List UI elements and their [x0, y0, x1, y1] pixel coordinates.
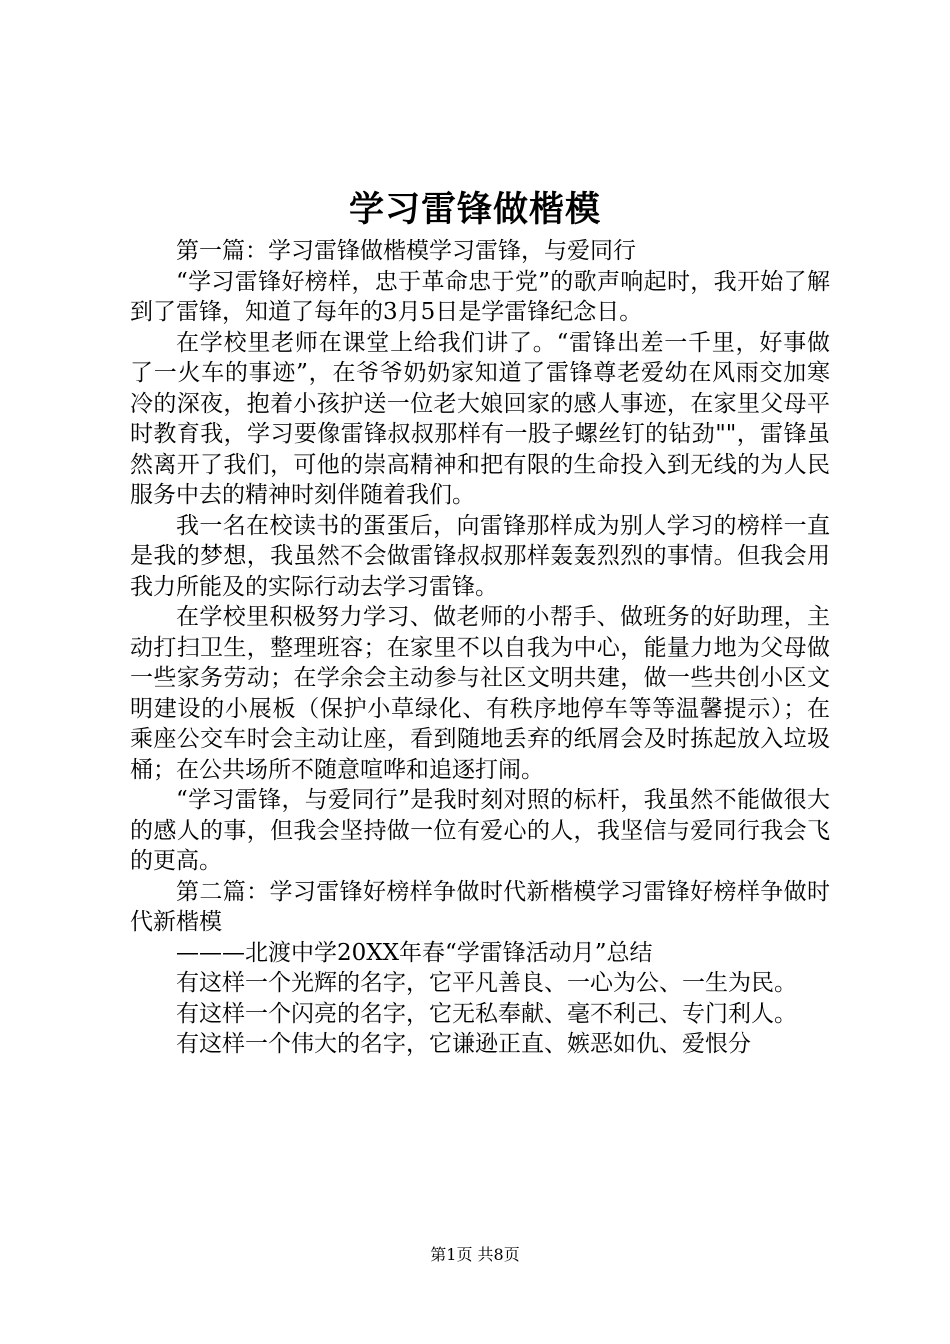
paragraph: 有这样一个伟大的名字，它谦逊正直、嫉恶如仇、爱恨分: [176, 1031, 751, 1057]
paragraph-heading-part-2: 第二篇：学习雷锋好榜样争做时代新楷模学习雷锋好榜样争做时代新楷模: [130, 878, 830, 935]
page-number-footer: 第1页 共8页: [430, 1245, 520, 1264]
paragraph: “学习雷锋好榜样，忠于革命忠于党”的歌声响起时，我开始了解到了雷锋，知道了每年的3月5日是学雷锋纪念日。: [130, 268, 830, 325]
paragraph-heading-part-1: 第一篇：学习雷锋做楷模学习雷锋，与爱同行: [176, 238, 636, 264]
document-title: 学习雷锋做楷模: [348, 189, 601, 230]
paragraph: 在学校里老师在课堂上给我们讲了。“雷锋出差一千里，好事做了一火车的事迹”，在爷爷奶奶家知道了雷锋尊老爱幼在风雨交加寒冷的深夜，抱着小孩护送一位老大娘回家的感人事迹，在家里父母平时教育我，学习要像雷锋叔叔那样有一股子螺丝钉的钻劲""，雷锋虽然离开了我们，可他的崇高精神和把有限的生命投入到无线的为人民服务中去的精神时刻伴随着我们。: [130, 329, 830, 508]
paragraph: 在学校里积极努力学习、做老师的小帮手、做班务的好助理，主动打扫卫生，整理班容；在家里不以自我为中心，能量力地为父母做一些家务劳动；在学余会主动参与社区文明共建，做一些共创小区文明建设的小展板（保护小草绿化、有秩序地停车等等温馨提示）；在乘座公交车时会主动让座，看到随地丢弃的纸屑会及时拣起放入垃圾桶；在公共场所不随意喧哗和追逐打闹。: [130, 604, 830, 783]
paragraph: 有这样一个光辉的名字，它平凡善良、一心为公、一生为民。: [176, 970, 797, 996]
document-body: [130, 236, 830, 1060]
paragraph: 有这样一个闪亮的名字，它无私奉献、毫不利己、专门利人。: [176, 1000, 797, 1027]
paragraph-subtitle: ———北渡中学20XX年春“学雷锋活动月”总结: [176, 939, 653, 966]
paragraph: 我一名在校读书的蛋蛋后，向雷锋那样成为别人学习的榜样一直是我的梦想，我虽然不会做雷锋叔叔那样轰轰烈烈的事情。但我会用我力所能及的实际行动去学习雷锋。: [130, 512, 830, 600]
paragraph: “学习雷锋，与爱同行”是我时刻对照的标杆，我虽然不能做很大的感人的事，但我会坚持做一位有爱心的人，我坚信与爱同行我会飞的更高。: [130, 787, 830, 874]
